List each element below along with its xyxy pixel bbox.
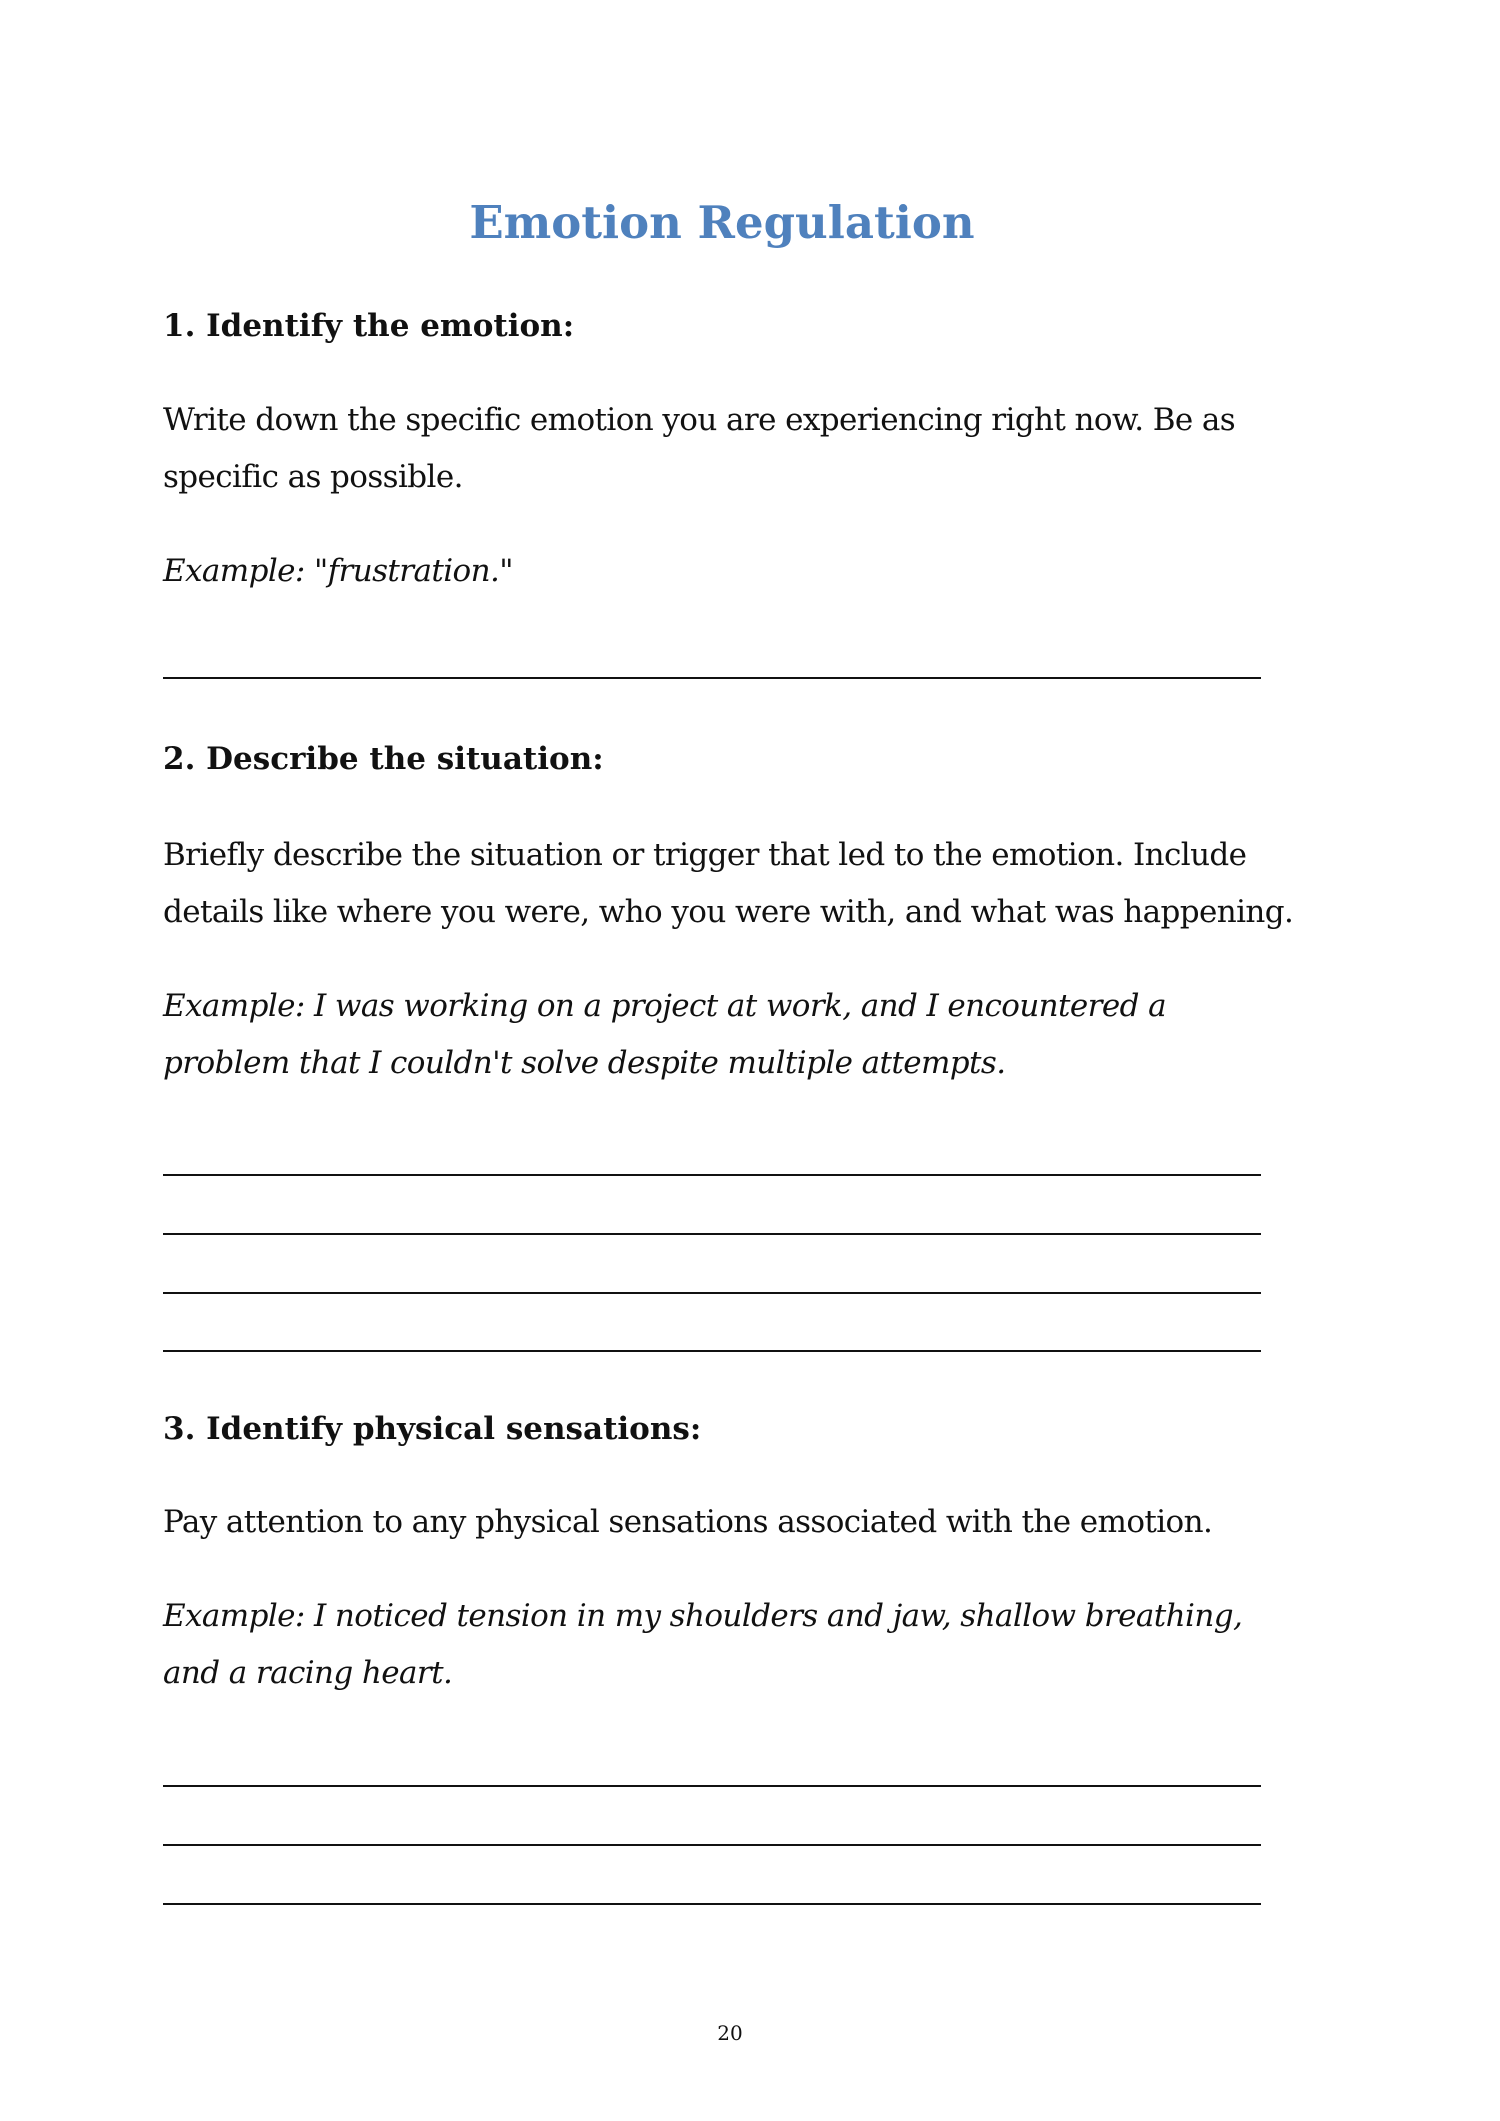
instruction-text: specific as possible. (163, 459, 463, 495)
section-heading: 2. Describe the situation: (163, 741, 604, 777)
section-heading: 1. Identify the emotion: (163, 308, 575, 344)
instruction-text: Write down the specific emotion you are experiencing right now. Be as (163, 402, 1236, 438)
section-heading: 3. Identify physical sensations: (163, 1411, 702, 1447)
answer-line[interactable] (163, 1903, 1261, 1905)
answer-line[interactable] (163, 1350, 1261, 1352)
answer-line[interactable] (163, 1785, 1261, 1787)
example-text: and a racing heart. (163, 1655, 453, 1691)
page-number: 20 (717, 2021, 743, 2045)
instruction-text: Briefly describe the situation or trigger that led to the emotion. Include (163, 837, 1247, 873)
example-text: problem that I couldn't solve despite multiple attempts. (163, 1045, 1006, 1081)
page-title: Emotion Regulation (469, 196, 975, 249)
example-text: Example: I was working on a project at work, and I encountered a (163, 988, 1166, 1024)
answer-line[interactable] (163, 677, 1261, 679)
answer-line[interactable] (163, 1292, 1261, 1294)
example-text: Example: "frustration." (163, 553, 513, 589)
example-text: Example: I noticed tension in my shoulders and jaw, shallow breathing, (163, 1598, 1243, 1634)
answer-line[interactable] (163, 1844, 1261, 1846)
instruction-text: Pay attention to any physical sensations associated with the emotion. (163, 1504, 1213, 1540)
instruction-text: details like where you were, who you were with, and what was happening. (163, 894, 1294, 930)
answer-line[interactable] (163, 1233, 1261, 1235)
answer-line[interactable] (163, 1174, 1261, 1176)
